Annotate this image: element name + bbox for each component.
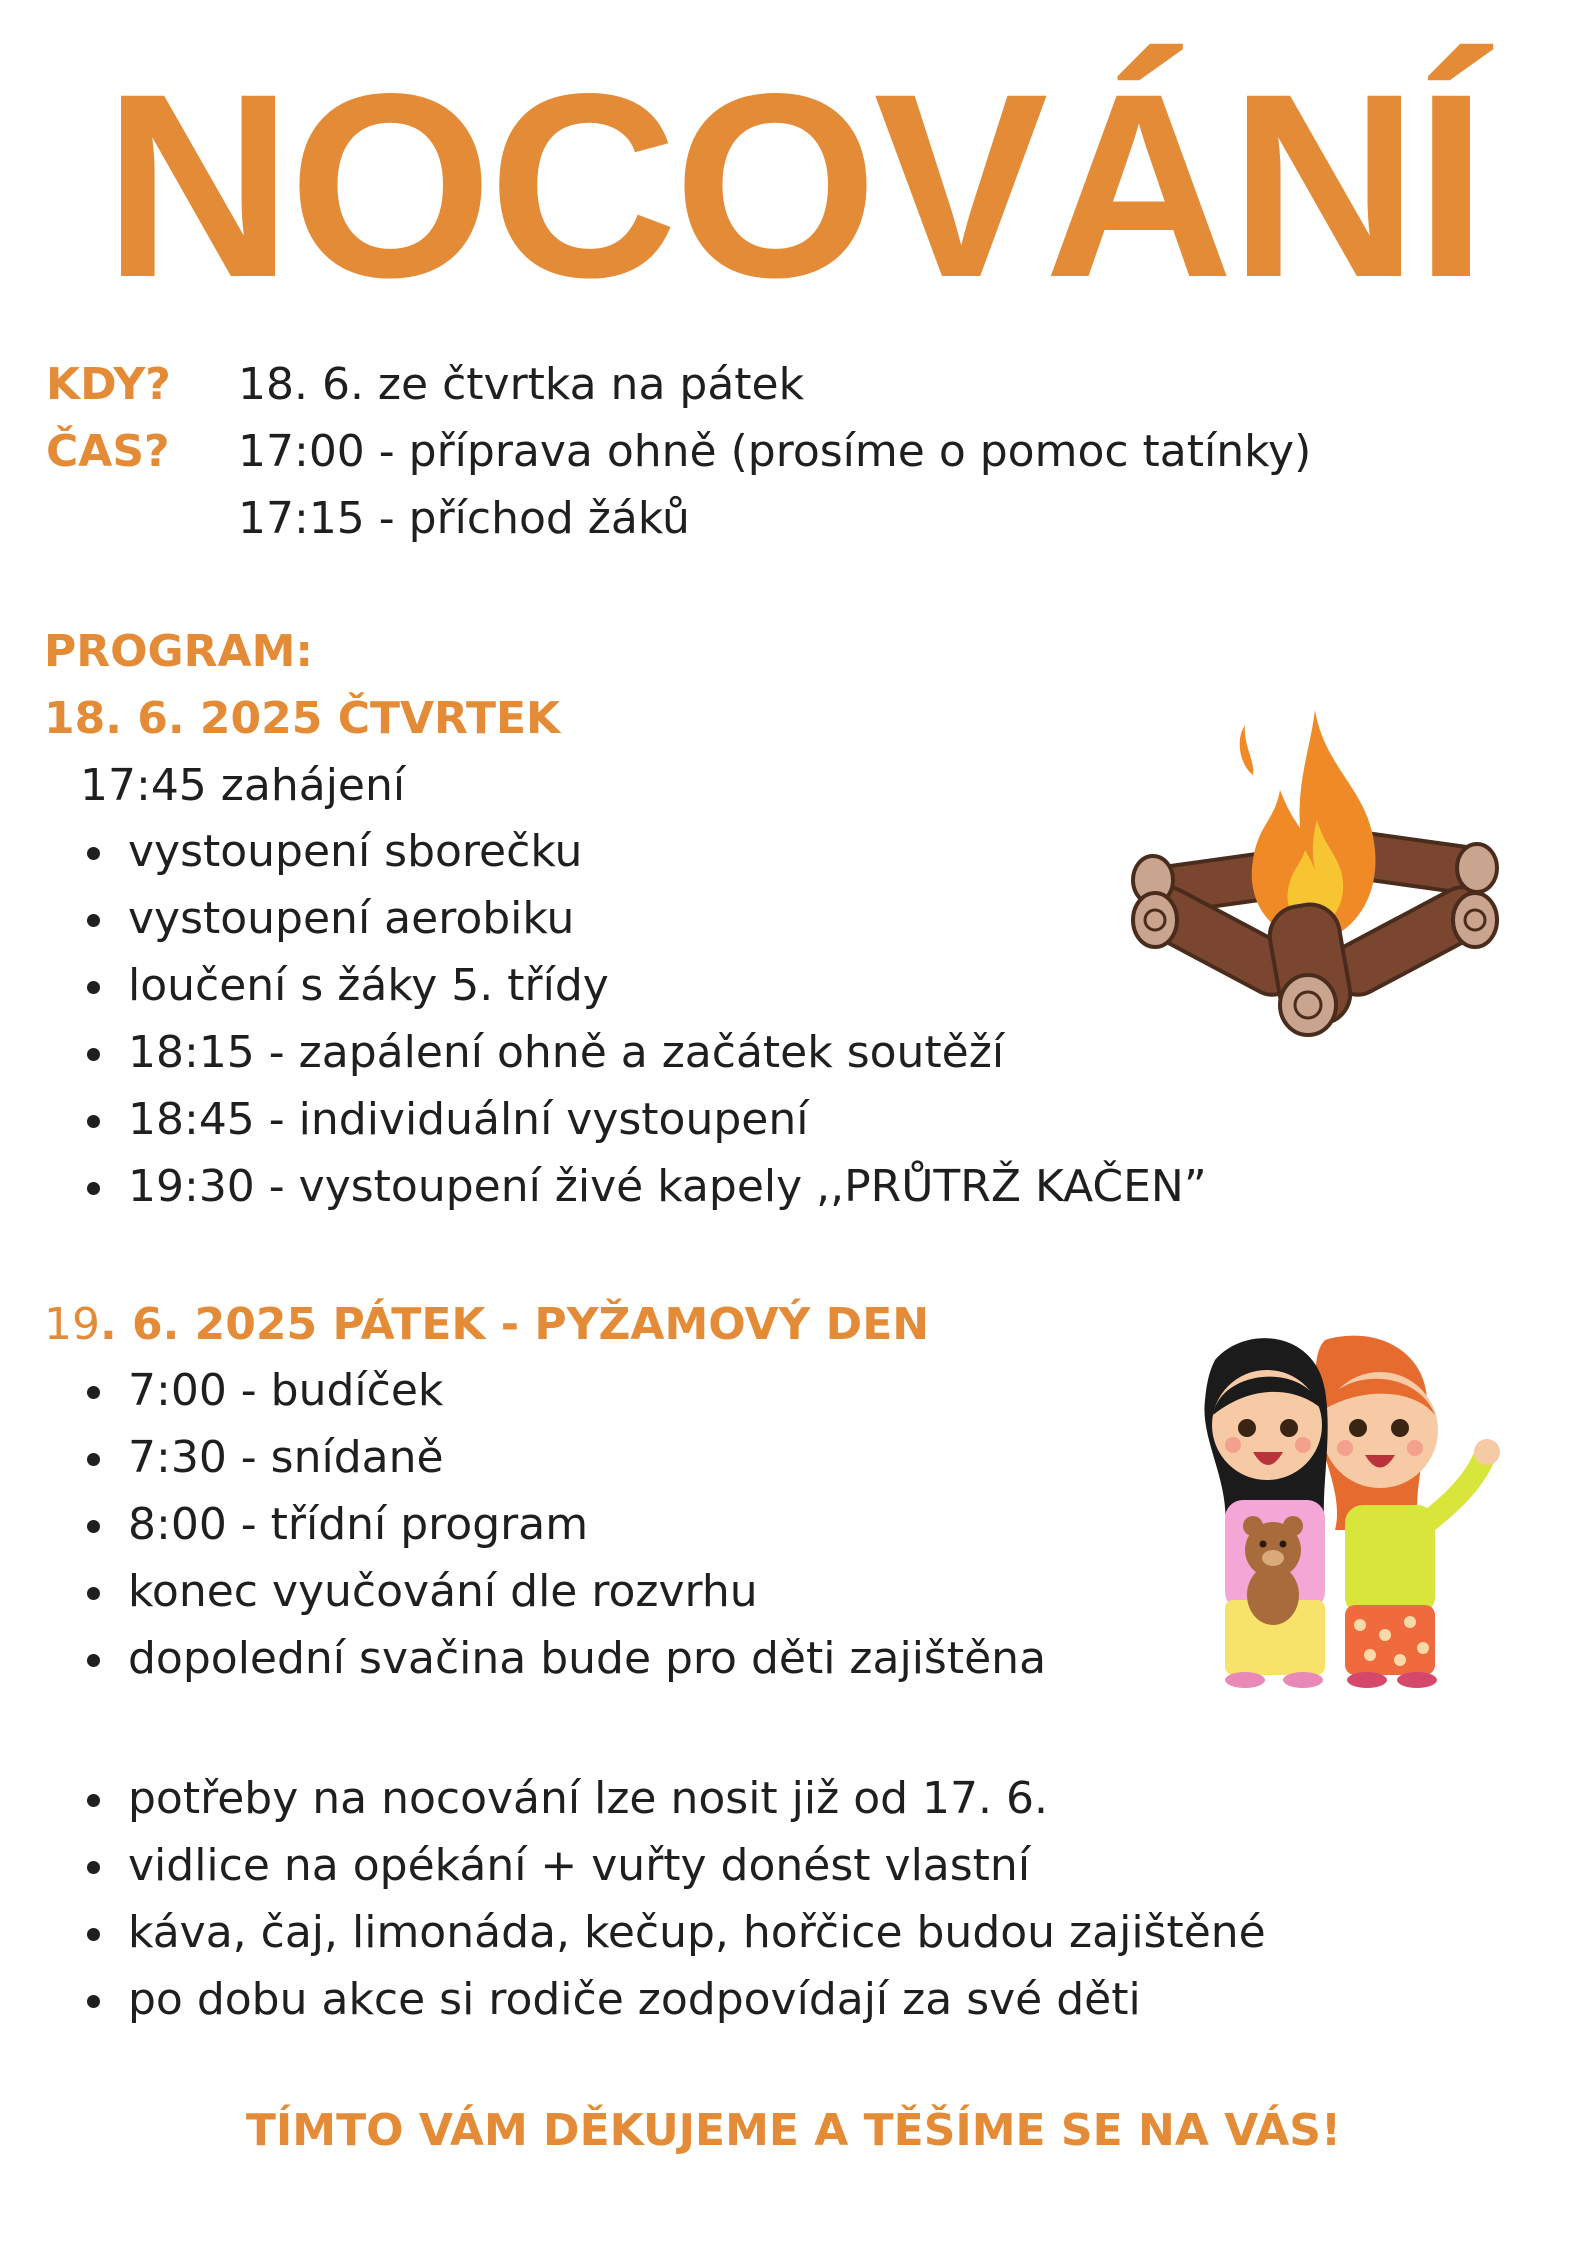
- list-item: po dobu akce si rodiče zodpovídají za své děti: [0, 1966, 1266, 2033]
- notes-list: [0, 1765, 1266, 2033]
- list-item: vystoupení sborečku: [0, 818, 1207, 885]
- list-item: káva, čaj, limonáda, kečup, hořčice budou zajištěné: [0, 1899, 1266, 1966]
- list-item: 19:30 - vystoupení živé kapely ,,PRŮTRŽ KAČEN”: [0, 1153, 1207, 1220]
- time-line-2: 17:15 - příchod žáků: [238, 493, 690, 544]
- list-item: 7:00 - budíček: [0, 1357, 1046, 1424]
- children-in-pajamas-illustration: [1195, 1330, 1515, 1690]
- day2-heading-prefix: 19: [44, 1299, 100, 1350]
- program-heading: PROGRAM:: [44, 626, 313, 677]
- when-label: KDY?: [46, 359, 171, 410]
- day1-list: [0, 818, 1207, 1220]
- list-item: dopolední svačina bude pro děti zajištěna: [0, 1625, 1046, 1692]
- page-title: NOCOVÁNÍ: [103, 39, 1484, 332]
- list-item: 18:45 - individuální vystoupení: [0, 1086, 1207, 1153]
- list-item: 8:00 - třídní program: [0, 1491, 1046, 1558]
- day2-list: [0, 1357, 1046, 1692]
- day1-heading: 18. 6. 2025 ČTVRTEK: [44, 693, 561, 744]
- day1-intro: 17:45 zahájení: [80, 760, 406, 811]
- time-line-1: 17:00 - příprava ohně (prosíme o pomoc tatínky): [238, 426, 1312, 477]
- time-label: ČAS?: [46, 426, 170, 477]
- list-item: 7:30 - snídaně: [0, 1424, 1046, 1491]
- list-item: vidlice na opékání + vuřty donést vlastní: [0, 1832, 1266, 1899]
- day2-heading-rest: . 6. 2025 PÁTEK - PYŽAMOVÝ DEN: [100, 1299, 930, 1350]
- list-item: 18:15 - zapálení ohně a začátek soutěží: [0, 1019, 1207, 1086]
- list-item: loučení s žáky 5. třídy: [0, 952, 1207, 1019]
- footer-thanks: TÍMTO VÁM DĚKUJEME A TĚŠÍME SE NA VÁS!: [245, 2105, 1342, 2156]
- day2-heading: [44, 1295, 929, 1355]
- list-item: konec vyučování dle rozvrhu: [0, 1558, 1046, 1625]
- list-item: vystoupení aerobiku: [0, 885, 1207, 952]
- campfire-illustration: [1125, 700, 1505, 1040]
- when-value: 18. 6. ze čtvrtka na pátek: [238, 359, 805, 410]
- list-item: potřeby na nocování lze nosit již od 17. 6.: [0, 1765, 1266, 1832]
